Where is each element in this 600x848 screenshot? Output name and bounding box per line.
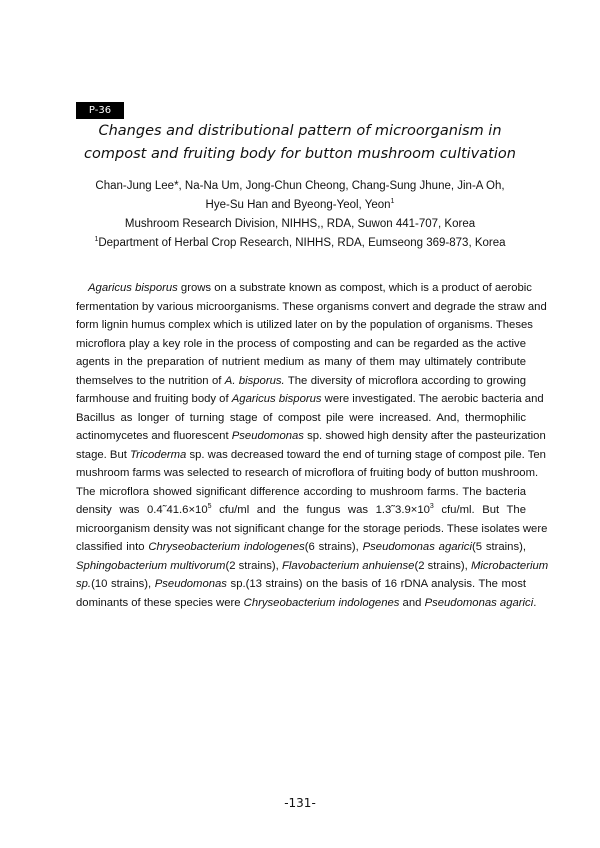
abstract-line: density was $0.4˜41.6\times 10^5$ cfu/ml and the fungus was $1.3˜3.9\times 10^3$ cfu/ml. But The [76,503,526,516]
abstract-line: sp.(10 strains), Pseudomonas sp.(13 strains) on the basis of 16 rDNA analysis. The most [76,578,526,590]
abstract-body [76,279,549,612]
abstract-line: actinomycetes and fluorescent Pseudomonas sp. showed high density after the pasteurization [76,430,546,442]
authors-line-1: Chan-Jung Lee*, Na-Na Um, Jong-Chun Cheong, Chang-Sung Jhune, Jin-A Oh, [95,180,505,192]
abstract-line: themselves to the nutrition of A. bisporus. The diversity of microflora according to growing [76,374,527,387]
abstract-line: The microflora showed significant difference according to mushroom farms. The bacteria [76,485,526,498]
title-line-1: Changes and distributional pattern of microorganism in [98,123,502,139]
affiliation-line-2: $^1$Department of Herbal Crop Research, NIHHS, RDA, Eumseong 369-873, Korea [94,236,506,249]
page-number: -131- [284,796,316,810]
abstract-line: microflora play a key role in the process of composting and can be regarded as the active [76,337,526,350]
abstract-line: microorganism density was not significant change for the storage periods. These isolates were [76,522,548,535]
author-block [40,177,560,253]
authors-line-2: Hye-Su Han and Byeong-Yeol, Yeon$^1$ [205,198,395,211]
abstract-line: agents in the preparation of nutrient medium as many of them may ultimately contribute [76,356,526,368]
title-line-2: compost and fruiting body for button mushroom cultivation [84,146,516,162]
abstract-line: Agaricus bisporus grows on a substrate known as compost, which is a product of aerobic [88,282,532,294]
paper-title [40,120,560,166]
abstract-line: classified into Chryseobacterium indologenes(6 strains), Pseudomonas agarici(5 strains), [76,541,526,553]
abstract-line: dominants of these species were Chryseobacterium indologenes and Pseudomonas agarici. [76,596,537,609]
poster-number-badge: P-36 [76,102,124,119]
abstract-line: fermentation by various microorganisms. These organisms convert and degrade the straw and [76,300,547,313]
abstract-line: form lignin humus complex which is utilized later on by the population of organisms. Theses [76,319,533,331]
affiliation-line-1: Mushroom Research Division, NIHHS,, RDA, Suwon 441-707, Korea [124,218,476,230]
abstract-line: mushroom farms was selected to research of microflora of fruiting body of button mushroom. [76,467,539,479]
abstract-line: Bacillus as longer of turning stage of compost pile were increased. And, thermophilic [76,411,526,424]
abstract-line: stage. But Tricoderma sp. was decreased toward the end of turning stage of compost pile. Ten [76,448,546,461]
abstract-line: farmhouse and fruiting body of Agaricus bisporus were investigated. The aerobic bacteria and [76,393,544,405]
abstract-line: Sphingobacterium multivorum(2 strains), Flavobacterium anhuiense(2 strains), Microbacterium [76,559,549,572]
